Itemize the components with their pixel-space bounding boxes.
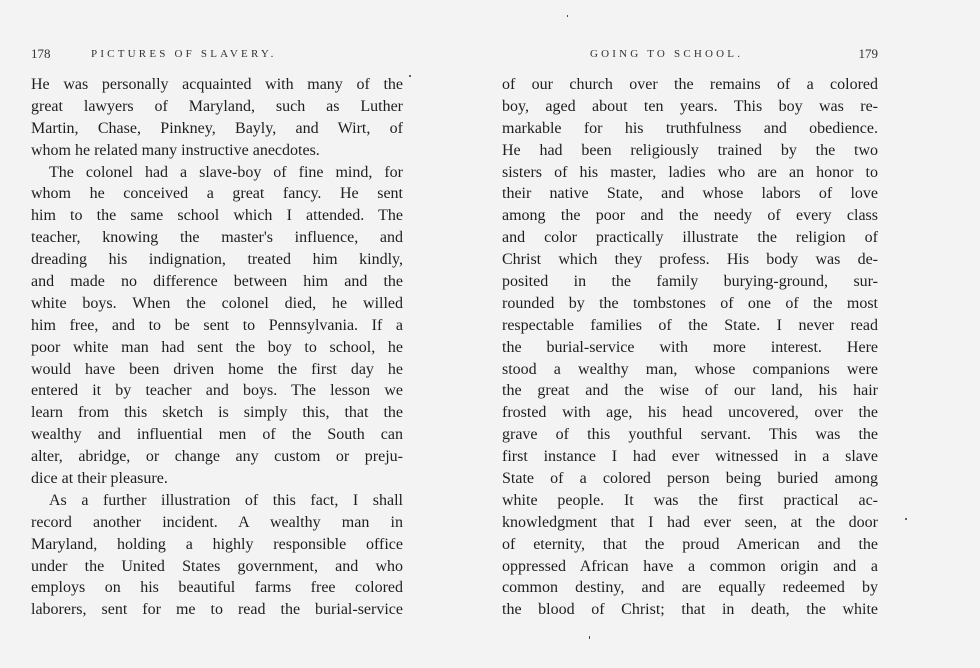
text-line: stood a wealthy man, whose companions were: [502, 360, 878, 378]
running-head: [502, 48, 878, 66]
text-line: respectable families of the State. I never read: [502, 316, 878, 334]
text-line: learn from this sketch is simply this, that the: [31, 404, 403, 422]
text-line: laborers, sent for me to read the burial-service: [31, 601, 403, 619]
running-title: PICTURES OF SLAVERY.: [91, 48, 277, 60]
running-head: [31, 48, 403, 66]
text-line: Christ which they profess. His body was de-: [502, 251, 878, 269]
text-line: and made no difference between him and the: [31, 273, 403, 291]
text-line: great lawyers of Maryland, such as Luther: [31, 97, 403, 115]
body-text: [31, 74, 403, 621]
text-line: entered it by teacher and boys. The lesson we: [31, 382, 403, 400]
text-line: teacher, knowing the master's influence, and: [31, 229, 403, 247]
text-line: He was personally acquainted with many of the: [31, 76, 403, 93]
text-line: him to the same school which I attended. The: [31, 207, 403, 225]
text-line: the blood of Christ; that in death, the white: [502, 601, 878, 619]
text-line: grave of this youthful servant. This was the: [502, 426, 878, 444]
text-line: first instance I had ever witnessed in a slave: [502, 448, 878, 466]
scan-speck: [409, 75, 411, 77]
text-line: him free, and to be sent to Pennsylvania. If a: [31, 316, 403, 334]
body-text: [502, 74, 878, 621]
text-line: oppressed African have a common origin and a: [502, 557, 878, 575]
text-line: dice at their pleasure.: [31, 470, 168, 488]
scan-speck: [589, 636, 590, 639]
text-line: wealthy and influential men of the South can: [31, 426, 403, 444]
text-line: knowledgment that I had ever seen, at the door: [502, 513, 878, 531]
text-line: whom he conceived a great fancy. He sent: [31, 185, 403, 203]
text-line: poor white man had sent the boy to school, he: [31, 338, 403, 356]
text-line: markable for his truthfulness and obedience.: [502, 119, 878, 137]
text-line: The colonel had a slave-boy of fine mind, for: [49, 163, 403, 181]
text-line: dreading his indignation, treated him kindly,: [31, 251, 403, 269]
text-line: of eternity, that the proud American and the: [502, 535, 878, 553]
text-line: frosted with age, his head uncovered, over the: [502, 404, 878, 422]
text-line: under the United States government, and who: [31, 557, 403, 575]
text-line: whom he related many instructive anecdotes.: [31, 141, 320, 159]
text-line: alter, abridge, or change any custom or preju-: [31, 448, 403, 466]
text-line: white people. It was the first practical ac-: [502, 491, 878, 509]
text-line: common destiny, and are equally redeemed by: [502, 579, 878, 597]
text-line: record another incident. A wealthy man in: [31, 513, 403, 531]
scan-speck: [567, 15, 568, 17]
text-line: among the poor and the needy of every class: [502, 207, 878, 225]
page-number: 178: [31, 46, 51, 61]
text-line: and color practically illustrate the religion of: [502, 229, 878, 247]
text-line: the burial-service with more interest. Here: [502, 338, 878, 356]
scan-speck: [905, 518, 907, 520]
text-line: sisters of his master, ladies who are an honor to: [502, 163, 878, 181]
text-line: would have been driven home the first day he: [31, 360, 403, 378]
page-number: 179: [858, 46, 878, 61]
running-title: GOING TO SCHOOL.: [590, 48, 744, 60]
text-line: the great and the wise of our land, his hair: [502, 382, 878, 400]
text-line: white boys. When the colonel died, he willed: [31, 294, 403, 312]
text-line: employs on his beautiful farms free colored: [31, 579, 403, 597]
text-line: State of a colored person being buried among: [502, 470, 878, 488]
text-line: Maryland, holding a highly responsible office: [31, 535, 403, 553]
text-line: Martin, Chase, Pinkney, Bayly, and Wirt, of: [31, 119, 403, 137]
text-line: As a further illustration of this fact, I shall: [49, 491, 403, 509]
text-line: rounded by the tombstones of one of the most: [502, 294, 878, 312]
text-line: of our church over the remains of a colored: [502, 76, 878, 93]
text-line: their native State, and whose labors of love: [502, 185, 878, 203]
text-line: boy, aged about ten years. This boy was re-: [502, 97, 878, 115]
text-line: posited in the family burying-ground, sur-: [502, 273, 878, 291]
text-line: He had been religiously trained by the two: [502, 141, 878, 159]
